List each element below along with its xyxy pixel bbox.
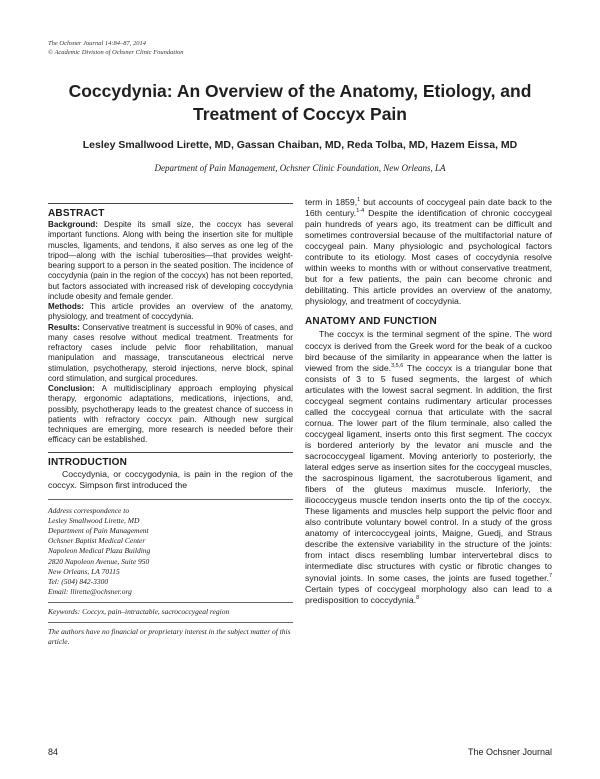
intro-text-part: term in 1859, [305, 197, 358, 207]
background-label: Background: [48, 220, 98, 229]
citation-ref[interactable]: 7 [548, 572, 552, 579]
conclusion-label: Conclusion: [48, 384, 95, 393]
correspondence-line: Ochsner Baptist Medical Center [48, 536, 146, 546]
journal-copyright: © Academic Division of Ochsner Clinic Foundation [48, 48, 184, 56]
correspondence-line: Department of Pain Management [48, 526, 149, 535]
abstract-results [48, 323, 293, 385]
correspondence-rule [48, 499, 293, 500]
background-text: Despite its small size, the coccyx has several important functions. Along with being the insertion site for multiple muscles, ligaments, and tendons, it also serves as one leg of the tripod—along with the ischial tuberosities—that provides weight-bearing support to a person in the seated position. The incidence of coccydynia (pain in the region of the coccyx) has not been reported, but factors associated with increased risk of developing coccydynia include obesity and female gender. [48, 220, 294, 301]
abstract-rule-top [48, 203, 293, 204]
abstract-heading: ABSTRACT [48, 208, 105, 219]
abstract-rule-bottom [48, 452, 293, 453]
citation-ref[interactable]: 1-4 [356, 208, 365, 215]
correspondence-label: Address correspondence to [48, 505, 130, 515]
anatomy-heading: ANATOMY AND FUNCTION [305, 316, 437, 328]
correspondence-line: Tel: (504) 842-3300 [48, 577, 109, 587]
correspondence-line: Napoleon Medical Plaza Building [48, 546, 151, 556]
citation-ref[interactable]: 3,5,6 [391, 362, 404, 369]
article-affiliation: Department of Pain Management, Ochsner Clinic Foundation, New Orleans, LA [154, 163, 446, 173]
abstract-conclusion [48, 384, 293, 446]
correspondence-line: Lesley Smallwood Lirette, MD [48, 515, 140, 525]
journal-citation-block [48, 40, 184, 57]
methods-text: This article provides an overview of the anatomy, physiology, and treatment of coccydynia. [48, 302, 293, 322]
results-text: Conservative treatment is successful in 90% of cases, and many cases resolve without medical treatment. Treatments for refractory cases include pelvic floor rehabilitation, manual manipulation and massage, transcutaneous electrical nerve stimulation, psychotherapy, steroid injections, nerve block, spinal cord stimulation, and surgical procedures. [48, 322, 293, 383]
correspondence-email[interactable]: Email: llirette@ochsner.org [48, 587, 132, 597]
correspondence-block [48, 506, 293, 598]
anatomy-text-part: The coccyx is the terminal segment of the spine. The word coccyx is derived from the Greek word for the beak of a cuckoo bird because of the similarity in appearance when the latter is viewed from the side. [305, 329, 552, 373]
citation-ref[interactable]: 1 [357, 197, 361, 204]
disclosure: The authors have no financial or proprietary interest in the subject matter of this article. [48, 627, 291, 647]
introduction-continued [305, 197, 552, 307]
intro-text-part: but accounts of coccygeal pain date back to the 16th century. [305, 197, 552, 219]
anatomy-text-part: Certain types of coccygeal morphology also can lead to a predisposition to coccydynia. [305, 583, 552, 605]
footer-journal-name: The Ochsner Journal [467, 747, 552, 757]
journal-citation: The Ochsner Journal 14:84–87, 2014 [48, 40, 147, 47]
results-label: Results: [48, 322, 80, 332]
keywords-rule [48, 602, 293, 603]
article-authors: Lesley Smallwood Lirette, MD, Gassan Chaiban, MD, Reda Tolba, MD, Hazem Eissa, MD [82, 139, 518, 151]
intro-text-part: Despite the identification of chronic coccygeal pain hundreds of years ago, its treatment can be difficult and sometimes controversial because of the multifactorial nature of coccygeal pain. Many physiologic and psychological factors contribute to its etiology. Most cases of coccydynia resolve within weeks to months with or without conservative treatment, but for a few patients, the pain can become chronic and debilitating. This article provides an overview of the anatomy, physiology, and treatment of coccydynia. [305, 208, 552, 307]
footer-page-number: 84 [48, 747, 59, 757]
correspondence-line: 2820 Napoleon Avenue, Suite 950 [48, 556, 150, 566]
abstract-methods [48, 302, 293, 323]
article-title: Coccydynia: An Overview of the Anatomy, Etiology, and Treatment of Coccyx Pain [68, 81, 532, 124]
abstract-background [48, 220, 293, 302]
methods-label: Methods: [48, 302, 84, 311]
anatomy-text-part: The coccyx is a triangular bone that consists of 3 to 5 fused segments, the largest of which articulates with the lowest sacral segment. In addition, the first coccygeal segment contains rudimentary articular processes called the coccygeal cornua that articulate with the sacral cornua. The lower part of the filum terminale, also called the coccygeal ligament, inserts onto this first segment. The coccyx is bordered anteriorly by the levator ani muscle and the sacrococcygeal ligament. Moving anteriorly to posteriorly, the lateral edges serve as insertion sites for the coccygeal muscles, the sacrospinous ligament, the sacrotuberous ligament, and fibers of the gluteus maximus muscle. Inferiorly, the iliococcygeus muscle tendon inserts onto the tip of the coccyx. These ligaments and muscles help support the pelvic floor and also contribute voluntary bowel control. In a study of the gross anatomy of intercoccygeal joints, Maigne, Guedj, and Straus describe the extensive variability in the structure of the joints: from intact discs resembling lumbar intervertebral discs to intermediate disc structures with cystic or fibrotic changes to synovial joints. In some cases, the joints are fused together. [305, 362, 552, 583]
introduction-heading: INTRODUCTION [48, 456, 128, 468]
disclosure-rule [48, 622, 293, 623]
conclusion-text: A multidisciplinary approach employing physical therapy, ergonomic adaptations, medications, injections, and, possibly, psychotherapy leads to the greatest chance of success in patients with refractory coccyx pain. Although new surgical techniques are emerging, more research is needed before their efficacy can be established. [48, 384, 293, 445]
anatomy-text [305, 329, 552, 605]
correspondence-line: New Orleans, LA 70115 [48, 566, 120, 576]
left-column [48, 203, 293, 647]
right-column [305, 197, 552, 606]
citation-ref[interactable]: 8 [416, 594, 420, 601]
introduction-text: Coccydynia, or coccygodynia, is pain in the region of the coccyx. Simpson first introduced the [48, 468, 293, 490]
keywords: Keywords: Coccyx, pain–intractable, sacrococcygeal region [48, 607, 230, 617]
